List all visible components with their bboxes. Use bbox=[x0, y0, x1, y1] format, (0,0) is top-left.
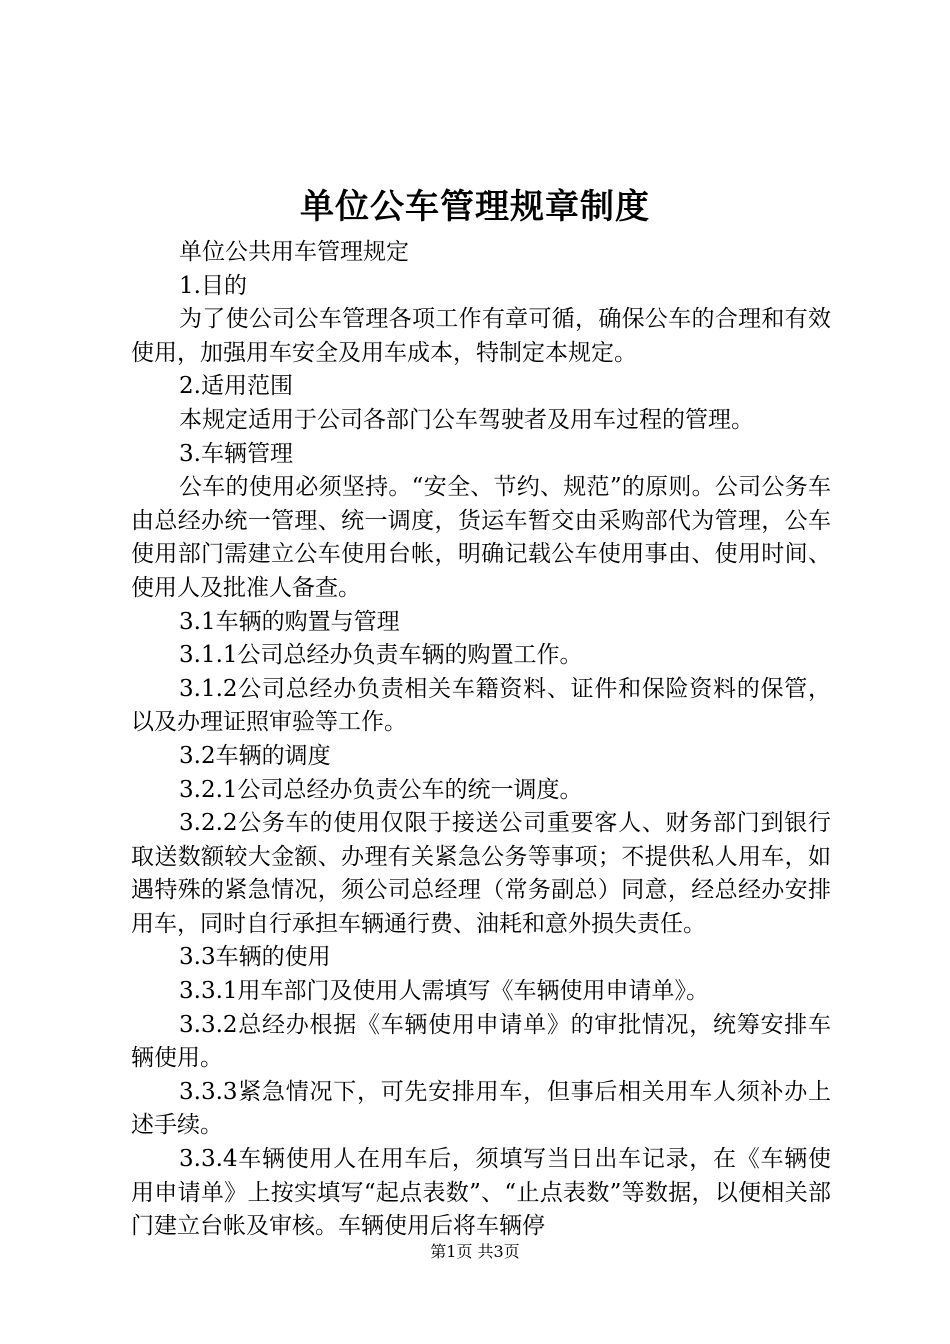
paragraph: 3.2.1公司总经办负责公车的统一调度。 bbox=[179, 776, 583, 803]
page-footer: 第1页 共3页 bbox=[430, 1242, 520, 1261]
paragraph: 3.1.1公司总经办负责车辆的购置工作。 bbox=[179, 642, 583, 669]
paragraph: 3.3.2总经办根据《车辆使用申请单》的审批情况，统筹安排车辆使用。 bbox=[131, 1011, 831, 1072]
paragraph: 公车的使用必须坚持。“安全、节约、规范”的原则。公司公务车由总经办统一管理、统一调度，货运车暂交由采购部代为管理，公车使用部门需建立公车使用台帐，明确记载公车使用事由、使用时间、使用人及批准人备查。 bbox=[131, 474, 831, 601]
paragraph: 3.3.3紧急情况下，可先安排用车，但事后相关用车人须补办上述手续。 bbox=[131, 1078, 831, 1139]
section-heading-vehicle-management: 3.车辆管理 bbox=[179, 440, 293, 467]
document-body bbox=[131, 236, 831, 1244]
subsection-heading: 3.2车辆的调度 bbox=[179, 742, 331, 769]
paragraph: 3.1.2公司总经办负责相关车籍资料、证件和保险资料的保管，以及办理证照审验等工作。 bbox=[131, 675, 831, 736]
document-title: 单位公车管理规章制度 bbox=[300, 187, 650, 227]
subsection-heading: 3.1车辆的购置与管理 bbox=[179, 608, 400, 635]
paragraph: 3.3.1用车部门及使用人需填写《车辆使用申请单》。 bbox=[179, 978, 710, 1005]
section-heading-scope: 2.适用范围 bbox=[179, 373, 293, 400]
paragraph: 本规定适用于公司各部门公车驾驶者及用车过程的管理。 bbox=[179, 406, 754, 433]
subsection-heading: 3.3车辆的使用 bbox=[179, 944, 331, 971]
paragraph-heading: 单位公共用车管理规定 bbox=[179, 239, 409, 265]
paragraph: 为了使公司公车管理各项工作有章可循，确保公车的合理和有效使用，加强用车安全及用车成本，特制定本规定。 bbox=[131, 306, 831, 366]
paragraph: 3.3.4车辆使用人在用车后，须填写当日出车记录，在《车辆使用申请单》上按实填写“起点表数”、“止点表数”等数据，以便相关部门建立台帐及审核。车辆使用后将车辆停 bbox=[131, 1146, 831, 1240]
section-heading-purpose: 1.目的 bbox=[179, 272, 247, 299]
paragraph: 3.2.2公务车的使用仅限于接送公司重要客人、财务部门到银行取送数额较大金额、办理有关紧急公务等事项；不提供私人用车，如遇特殊的紧急情况，须公司总经理（常务副总）同意，经总经办安排用车，同时自行承担车辆通行费、油耗和意外损失责任。 bbox=[131, 810, 831, 937]
